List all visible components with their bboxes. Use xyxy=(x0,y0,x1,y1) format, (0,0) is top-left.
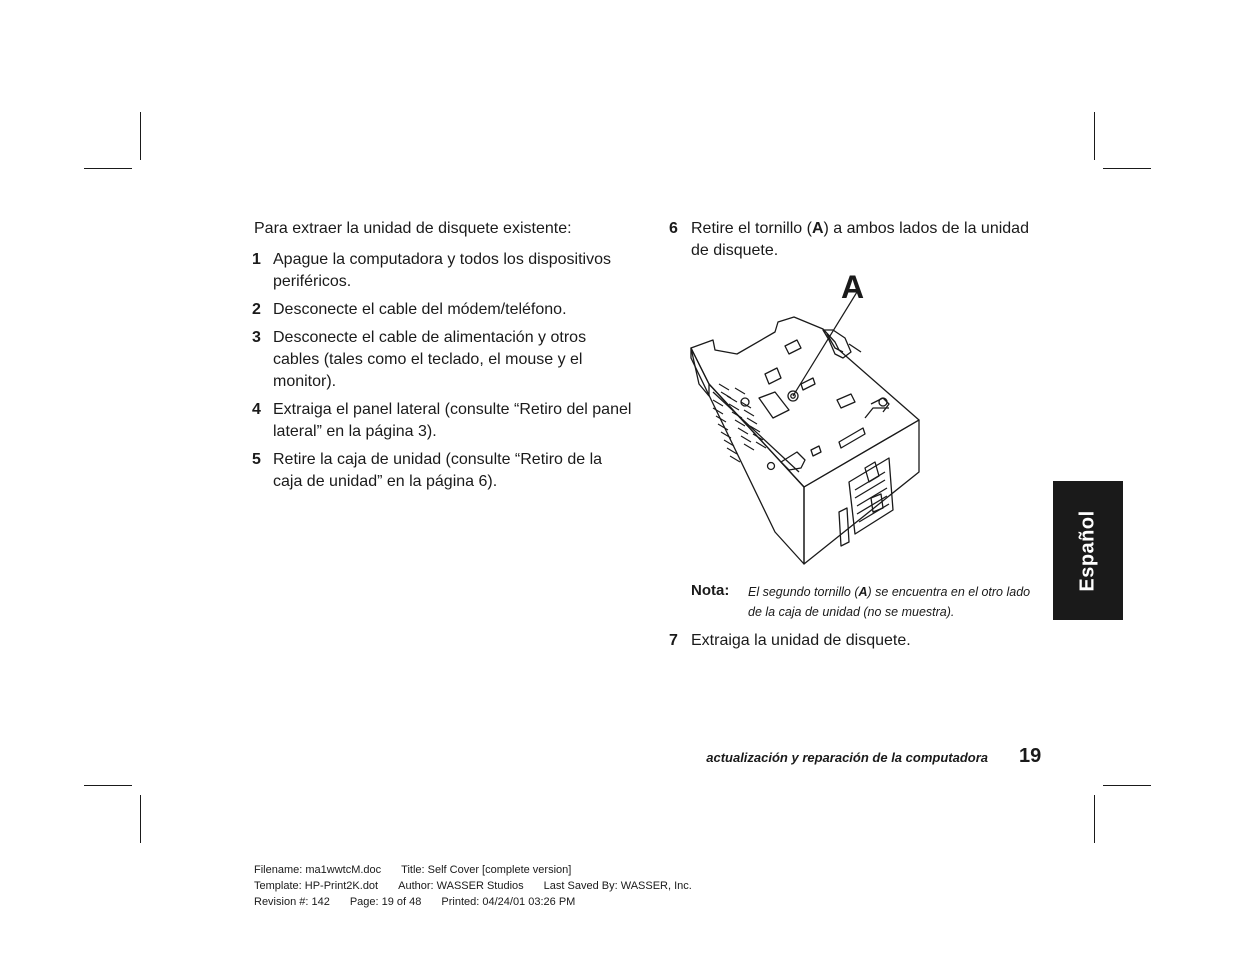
step-item xyxy=(669,218,1039,262)
step-number: 7 xyxy=(669,632,678,649)
crop-mark xyxy=(1094,112,1095,160)
step-text: Retire la caja de unidad (consulte “Retiro de la caja de unidad” en la página 6). xyxy=(273,451,603,490)
crop-mark xyxy=(140,795,141,843)
step-number: 4 xyxy=(252,401,261,418)
document-metadata xyxy=(254,862,712,910)
crop-mark xyxy=(84,785,132,786)
step-text: Extraiga el panel lateral (consulte “Retiro del panel lateral” en la página 3). xyxy=(273,401,632,440)
step-number: 1 xyxy=(252,251,261,268)
meta-field: Author: WASSER Studios xyxy=(398,880,524,892)
left-column xyxy=(254,218,634,499)
step-text: Apague la computadora y todos los dispositivos periféricos. xyxy=(273,251,611,290)
step-number: 2 xyxy=(252,301,261,318)
step-item xyxy=(254,327,634,393)
running-footer: actualización y reparación de la computadora xyxy=(706,750,988,765)
crop-mark xyxy=(84,168,132,169)
crop-mark xyxy=(1103,168,1151,169)
figure-callout-a: A xyxy=(841,269,865,305)
meta-field: Title: Self Cover [complete version] xyxy=(401,864,572,876)
meta-field: Last Saved By: WASSER, Inc. xyxy=(543,880,692,892)
drive-cage-illustration xyxy=(689,269,924,570)
crop-mark xyxy=(1103,785,1151,786)
meta-line xyxy=(254,878,712,894)
crop-mark xyxy=(140,112,141,160)
step-number: 5 xyxy=(252,451,261,468)
step-text: Desconecte el cable del módem/teléfono. xyxy=(273,301,567,318)
crop-mark xyxy=(1094,795,1095,843)
language-tab-label: Español xyxy=(1076,509,1099,592)
meta-field: Printed: 04/24/01 03:26 PM xyxy=(441,896,576,908)
step-item xyxy=(254,399,634,443)
step-item xyxy=(254,249,634,293)
meta-field: Template: HP-Print2K.dot xyxy=(254,880,379,892)
note-block xyxy=(691,582,1041,622)
step-text: Retire el tornillo (A) a ambos lados de la unidad de disquete. xyxy=(691,220,1029,259)
right-column xyxy=(669,218,1039,268)
step-item xyxy=(669,630,1039,652)
meta-field: Revision #: 142 xyxy=(254,896,330,908)
meta-line xyxy=(254,894,712,910)
step-item xyxy=(254,449,634,493)
meta-field: Filename: ma1wwtcM.doc xyxy=(254,864,382,876)
step-number: 3 xyxy=(252,329,261,346)
note-text: El segundo tornillo (A) se encuentra en el otro lado de la caja de unidad (no se muestra). xyxy=(748,585,1031,619)
step-text: Extraiga la unidad de disquete. xyxy=(691,632,911,649)
page-number: 19 xyxy=(1019,745,1042,767)
meta-line xyxy=(254,862,712,878)
step-item xyxy=(254,299,634,321)
step-text: Desconecte el cable de alimentación y otros cables (tales como el teclado, el mouse y el monitor). xyxy=(273,329,587,390)
step-number: 6 xyxy=(669,220,678,237)
note-label: Nota: xyxy=(691,582,730,599)
intro-text: Para extraer la unidad de disquete existente: xyxy=(254,220,572,237)
language-tab xyxy=(1053,481,1123,620)
meta-field: Page: 19 of 48 xyxy=(349,896,422,908)
